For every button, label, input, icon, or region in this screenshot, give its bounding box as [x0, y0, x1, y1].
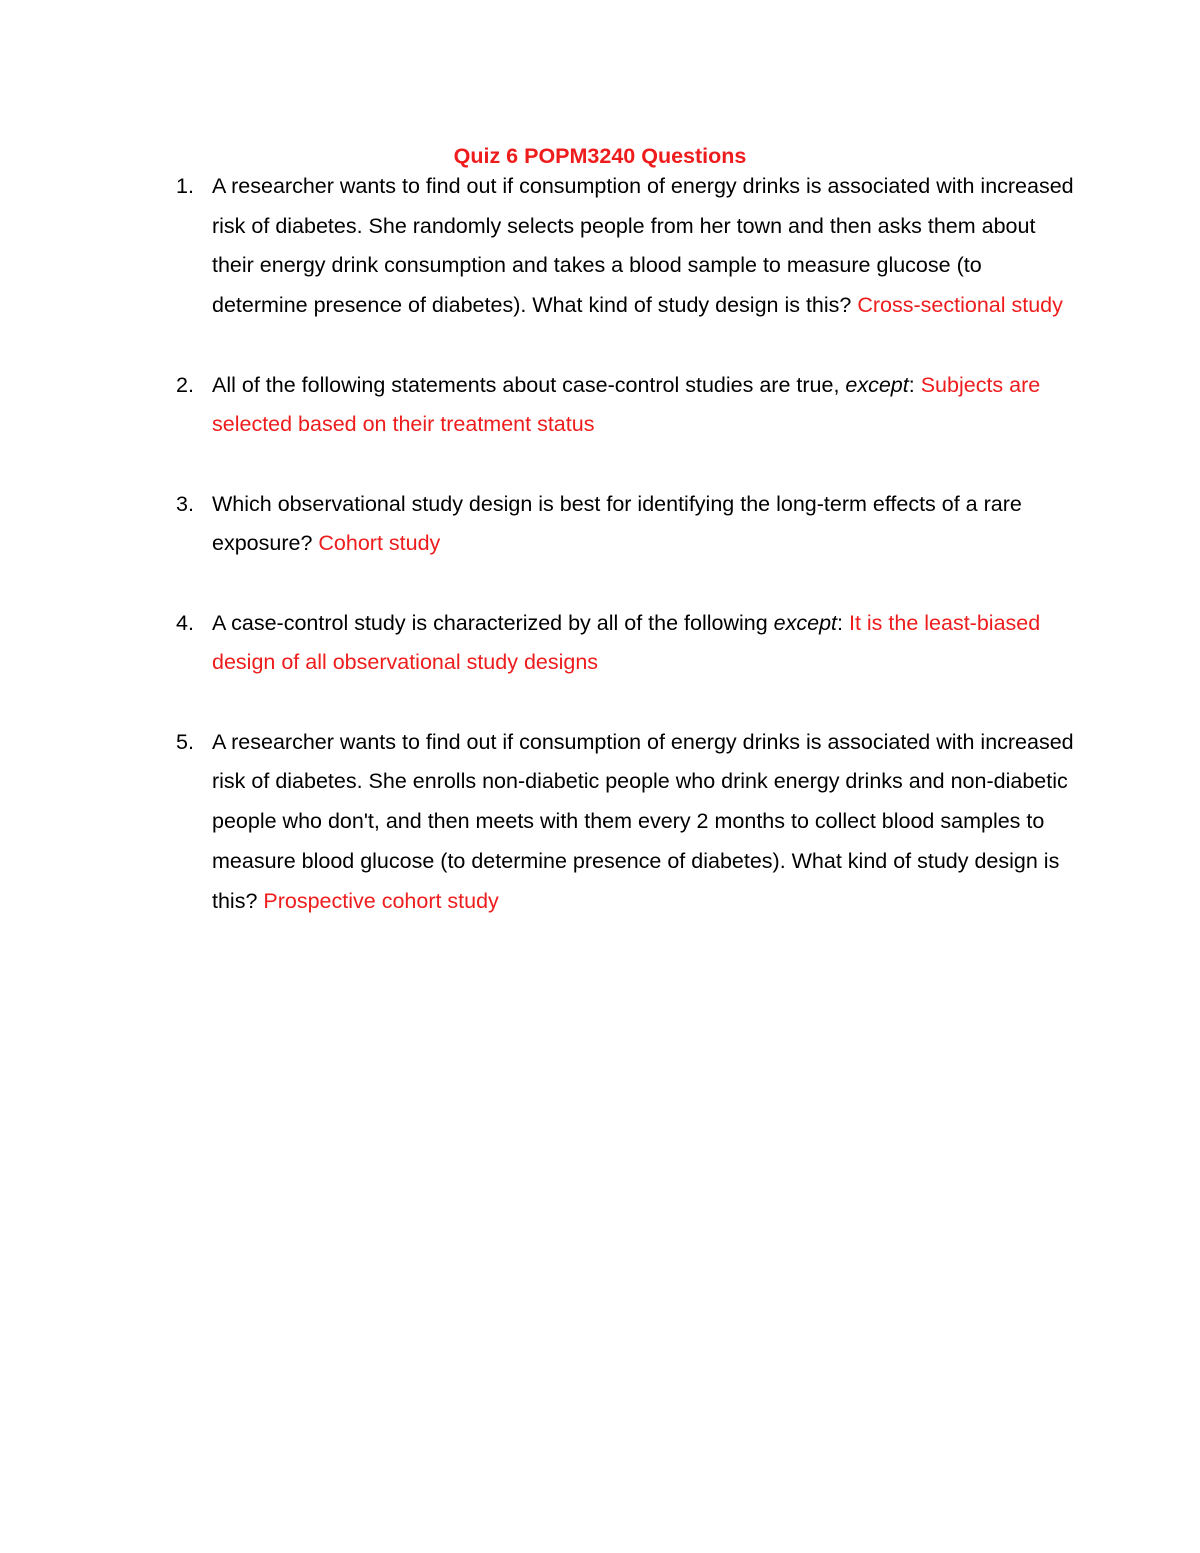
question-2 — [176, 366, 1076, 445]
question-text: A researcher wants to find out if consumption of energy drinks is associated with increased risk of diabetes. She randomly selects people from her town and then asks them about their energy drink consumption and takes a blood sample to measure glucose (to determine presence of diabetes). What kind of study design is this? — [212, 174, 1074, 318]
question-answer: Subjects are selected based on their treatment status — [212, 372, 1041, 437]
question-text-after: : — [908, 372, 921, 397]
question-emphasis: except — [845, 372, 909, 397]
question-1 — [176, 167, 1076, 326]
question-number: 2. — [176, 372, 194, 397]
question-3 — [176, 485, 1076, 564]
question-number: 5. — [176, 729, 194, 754]
question-answer: It is the least-biased design of all observational study designs — [212, 610, 1041, 675]
document-title: Quiz 6 POPM3240 Questions — [453, 144, 747, 168]
question-text-after: : — [837, 610, 849, 635]
question-list — [176, 167, 1076, 961]
question-number: 1. — [176, 174, 194, 198]
question-answer: Cohort study — [318, 531, 441, 556]
question-answer: Cross-sectional study — [857, 293, 1063, 318]
question-answer: Prospective cohort study — [263, 888, 499, 913]
question-text: Which observational study design is best for identifying the long-term effects of a rare exposure? — [212, 491, 1022, 556]
question-number: 3. — [176, 491, 194, 516]
question-text: A researcher wants to find out if consumption of energy drinks is associated with increased risk of diabetes. She enrolls non-diabetic people who drink energy drinks and non-diabetic people who don't, and then meets with them every 2 months to collect blood samples to measure blood glucose (to determine presence of diabetes). What kind of study design is this? — [212, 729, 1074, 913]
question-emphasis: except — [773, 610, 838, 635]
question-number: 4. — [176, 610, 194, 635]
question-4 — [176, 604, 1076, 683]
question-5 — [176, 723, 1076, 922]
question-text: A case-control study is characterized by all of the following — [212, 610, 774, 635]
question-text: All of the following statements about case-control studies are true, — [212, 372, 846, 397]
